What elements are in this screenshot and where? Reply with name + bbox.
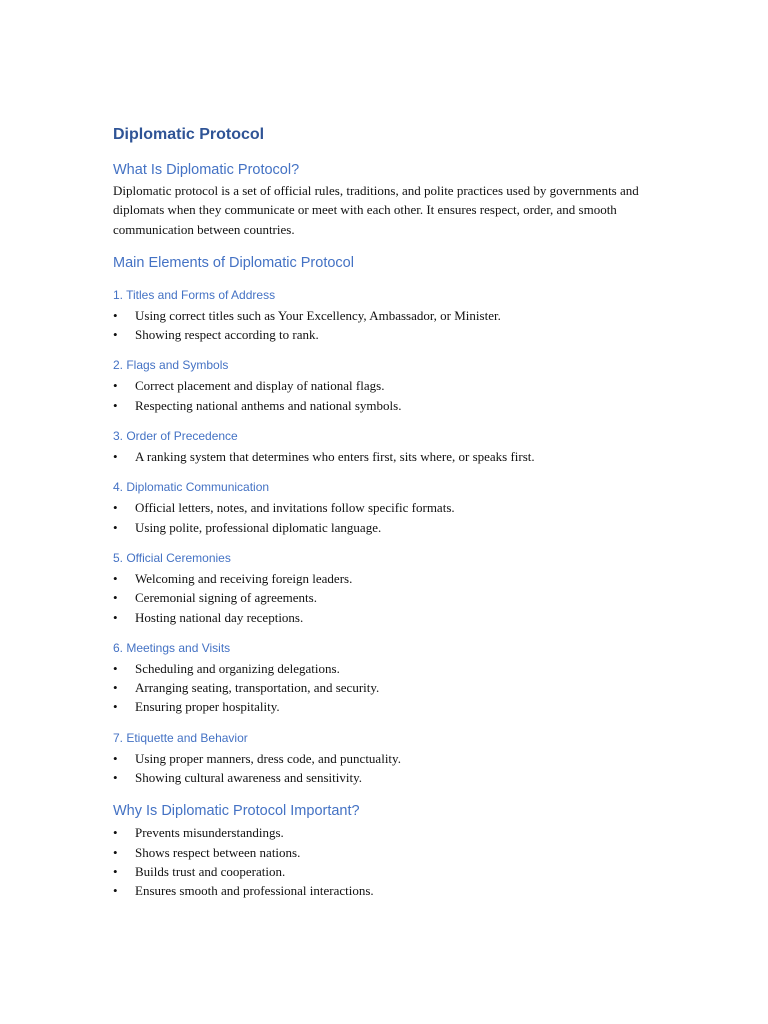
protocol-section [113,640,673,717]
list-item-text: Builds trust and cooperation. [135,863,286,879]
list-item [113,768,673,787]
list-item [113,588,673,607]
list-item-text: Correct placement and display of national flags. [135,378,385,394]
bullet-icon: • [113,750,118,766]
list-item [113,843,673,862]
section-heading: 1. Titles and Forms of Address [113,287,276,302]
bullet-icon: • [113,327,118,343]
list-item [113,396,673,415]
list-item-text: Ceremonial signing of agreements. [135,590,317,606]
list-item-text: Ensures smooth and professional interactions. [135,883,374,899]
bullet-icon: • [113,449,118,465]
list-item [113,823,673,842]
list-item-text: Using correct titles such as Your Excellency, Ambassador, or Minister. [135,307,501,323]
bullet-icon: • [113,680,118,696]
bullet-icon: • [113,660,118,676]
bullet-icon: • [113,397,118,413]
bullet-icon: • [113,570,118,586]
list-item [113,498,673,517]
protocol-section [113,730,673,788]
list-item [113,447,673,466]
bullet-icon: • [113,863,118,879]
list-item-text: Showing cultural awareness and sensitivity. [135,770,362,786]
document-title: Diplomatic Protocol [113,126,265,143]
main-elements-heading: Main Elements of Diplomatic Protocol [113,254,354,271]
sections-container [113,287,673,787]
list-item [113,749,673,768]
list-item [113,862,673,881]
list-item [113,518,673,537]
list-item-text: Using polite, professional diplomatic language. [135,519,382,535]
list-item-text: Hosting national day receptions. [135,609,304,625]
bullet-icon: • [113,844,118,860]
section-list [113,569,673,627]
bullet-icon: • [113,825,118,841]
list-item [113,325,673,344]
list-item-text: Showing respect according to rank. [135,327,319,343]
protocol-section [113,479,673,537]
list-item [113,376,673,395]
section-heading: 4. Diplomatic Communication [113,480,270,495]
bullet-icon: • [113,307,118,323]
bullet-icon: • [113,519,118,535]
list-item [113,697,673,716]
protocol-section [113,287,673,345]
section-heading: 2. Flags and Symbols [113,358,229,373]
list-item-text: Using proper manners, dress code, and punctuality. [135,750,401,766]
list-item [113,881,673,900]
list-item-text: Welcoming and receiving foreign leaders. [135,570,353,586]
list-item-text: Respecting national anthems and national symbols. [135,397,402,413]
section-heading: 5. Official Ceremonies [113,550,231,565]
importance-list [113,823,673,900]
list-item [113,608,673,627]
bullet-icon: • [113,590,118,606]
section-list [113,306,673,345]
section-heading: 6. Meetings and Visits [113,640,231,655]
bullet-icon: • [113,500,118,516]
list-item-text: Prevents misunderstandings. [135,825,284,841]
bullet-icon: • [113,883,118,899]
bullet-icon: • [113,609,118,625]
list-item [113,678,673,697]
list-item-text: Ensuring proper hospitality. [135,699,280,715]
section-heading: 7. Etiquette and Behavior [113,730,248,745]
list-item-text: Official letters, notes, and invitations follow specific formats. [135,500,455,516]
protocol-section [113,428,673,466]
list-item-text: Scheduling and organizing delegations. [135,660,340,676]
section-heading: 3. Order of Precedence [113,429,238,444]
section-list [113,376,673,415]
intro-paragraph: Diplomatic protocol is a set of official rules, traditions, and polite practices used by governments and diplomats when they communicate or meet with each other. It ensures respect, order, and smooth communication between countries. [113,183,639,237]
list-item [113,659,673,678]
list-item-text: Arranging seating, transportation, and security. [135,680,380,696]
document-page [113,124,673,901]
list-item-text: Shows respect between nations. [135,844,301,860]
protocol-section [113,550,673,627]
bullet-icon: • [113,770,118,786]
section-list [113,447,673,466]
importance-heading: Why Is Diplomatic Protocol Important? [113,803,360,820]
section-list [113,659,673,717]
intro-heading: What Is Diplomatic Protocol? [113,162,300,178]
list-item-text: A ranking system that determines who enters first, sits where, or speaks first. [135,449,535,465]
section-list [113,498,673,537]
list-item [113,306,673,325]
bullet-icon: • [113,699,118,715]
protocol-section [113,357,673,415]
bullet-icon: • [113,378,118,394]
section-list [113,749,673,788]
list-item [113,569,673,588]
